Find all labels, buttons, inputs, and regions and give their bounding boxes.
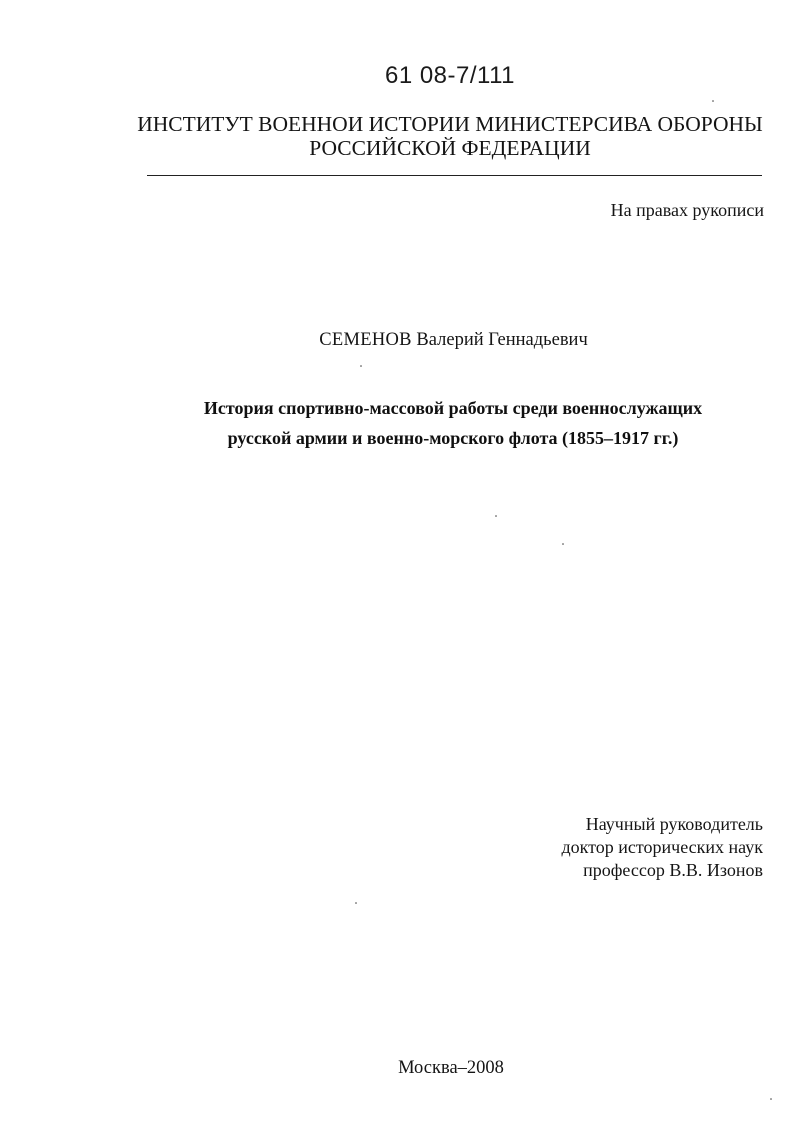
scan-speck <box>712 100 714 102</box>
institute-line: ИНСТИТУТ ВОЕННОИ ИСТОРИИ МИНИСТЕРСИВА ОБОРОНЫ <box>137 112 763 136</box>
city-year: Москва–2008 <box>398 1058 504 1078</box>
supervisor-block <box>562 813 764 882</box>
author-given-names: Валерий Геннадьевич <box>416 330 588 350</box>
header-divider <box>147 175 762 176</box>
institute-name <box>100 112 793 160</box>
scan-speck <box>360 365 362 367</box>
scan-speck <box>355 902 357 904</box>
scan-speck <box>770 1098 772 1100</box>
catalog-number: 61 08-7/111 <box>384 62 516 89</box>
supervisor-line: Научный руководитель <box>585 814 763 834</box>
supervisor-line: доктор исторических наук <box>561 837 763 857</box>
scan-speck <box>562 543 564 545</box>
author-surname: СЕМЕНОВ <box>319 330 412 350</box>
manuscript-rights-note: На правах рукописи <box>610 200 764 220</box>
scan-speck <box>495 515 497 517</box>
institute-line: РОССИЙСКОЙ ФЕДЕРАЦИИ <box>309 136 591 160</box>
title-line: русской армии и военно-морского флота (1855–1917 гг.) <box>227 428 679 448</box>
dissertation-title <box>100 393 793 453</box>
title-line: История спортивно-массовой работы среди военнослужащих <box>203 398 703 418</box>
supervisor-line: профессор В.В. Изонов <box>583 860 763 880</box>
author-name <box>0 330 793 351</box>
